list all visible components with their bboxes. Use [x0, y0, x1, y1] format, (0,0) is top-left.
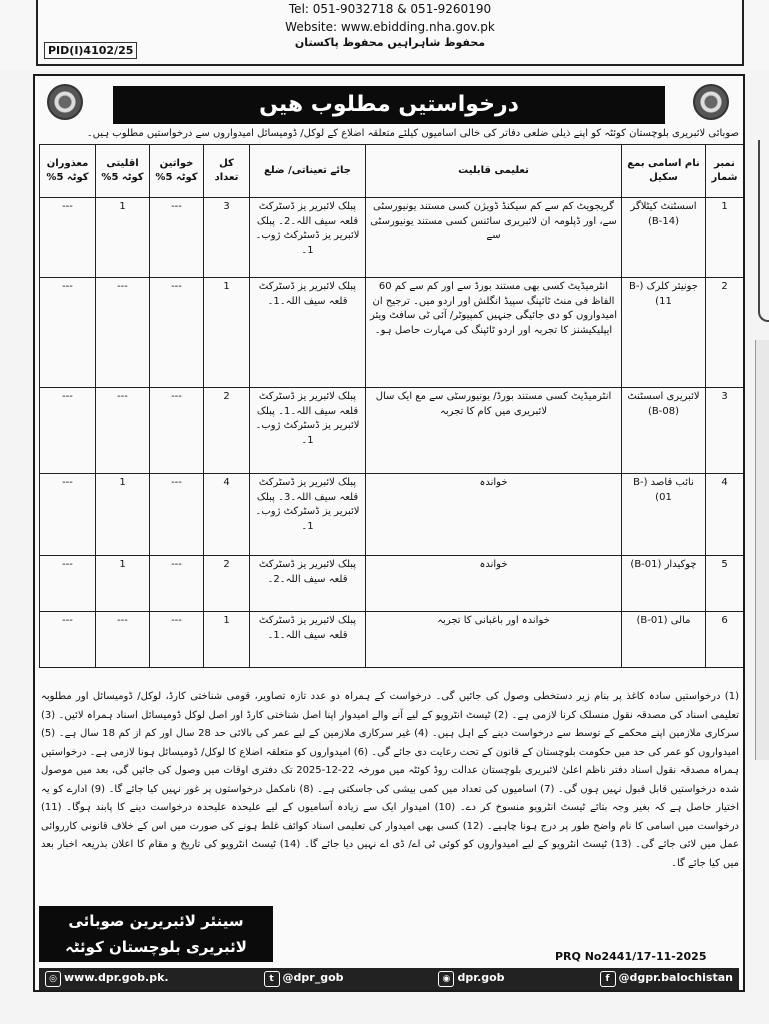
cell-disabled: --- — [40, 612, 96, 668]
table-row — [40, 474, 744, 556]
cell-qualification: انٹرمیڈیٹ کسی بھی مستند بورڈ سے اور کم سے کم 60 الفاظ فی منٹ ٹائپنگ سپیڈ انگلش اور اردو میں۔ ترجیح ان امیدواروں کو دی جائیگی جنہیں کمپیوٹر/ آئی ٹی سافٹ ویئر ایپلیکیشنز کا تجربہ اور اردو ٹائپنگ کی مہارت حاصل ہو۔ — [366, 278, 622, 388]
cell-serial: 2 — [706, 278, 744, 388]
intro-text: صوبائی لائبریری بلوچستان کوئٹہ کو اپنے ذیلی ضلعی دفاتر کی خالی آسامیوں کیلئے متعلقہ اضلاع کے لوکل/ ڈومیسائل امیدواروں سے درخواستیں مطلوب ہیں۔ — [86, 128, 739, 139]
cell-minority: --- — [96, 612, 150, 668]
cell-minority: 1 — [96, 198, 150, 278]
cell-post: مالی (B-01) — [622, 612, 706, 668]
cell-minority: 1 — [96, 474, 150, 556]
header-minority-quota: اقلیتی کوٹہ 5% — [96, 145, 150, 198]
cell-total: 4 — [204, 474, 250, 556]
table-row — [40, 198, 744, 278]
signature-line-1: سینئر لائبریرین صوبائی — [68, 912, 244, 930]
signature-line-2: لائبریری بلوچستان کوئٹہ — [65, 938, 247, 956]
cell-place: پبلک لائبریر یز ڈسٹرکٹ قلعہ سیف اللہ۔1۔ — [250, 612, 366, 668]
previous-ad-box — [36, 0, 744, 66]
cell-place: پبلک لائبریر یز ڈسٹرکٹ قلعہ سیف اللہ۔2۔ پبلک لائبریر یز ڈسٹرکٹ ژوب۔1۔ — [250, 198, 366, 278]
right-emblem-icon — [693, 84, 729, 120]
facebook-icon: f — [600, 971, 616, 987]
left-emblem-icon — [47, 84, 83, 120]
cell-total: 3 — [204, 198, 250, 278]
cell-post: چوکیدار (B-01) — [622, 556, 706, 612]
cell-post: نائب قاصد (B-01) — [622, 474, 706, 556]
terms-and-conditions: (1) درخواستیں سادہ کاغذ پر بنام زیر دستخطی وصول کی جائیں گی۔ درخواست کے ہمراہ دو عدد تازہ تصاویر، قومی شناختی کارڈ، لوکل/ ڈومیسائل اور مطلوبہ تعلیمی اسناد کی مصدقہ نقول منسلک کرنا لازمی ہے۔ (2) ٹیسٹ انٹرویو کے لیے آنے والے امیدوار اپنا اصل شناختی کارڈ اور اصل لوکل ڈومیسائل اسناد ہمراہ لائیں۔ (3) سرکاری ملازمین اپنے محکمے کے توسط سے درخواست دینے کے اہل ہیں۔ (4) غیر سرکاری ملازمین کے لیے عمر کی بالائی حد 28 سال اور کم از کم 18 سال ہے۔ (5) امیدواروں کو عمر کی حد میں حکومت بلوچستان کے قانون کے تحت رعایت دی جائے گی۔ (6) امیدواروں کو متعلقہ اضلاع کا لوکل/ ڈومیسائل ہونا لازمی ہے۔ درخواستیں ہمراہ مصدقہ نقول اسناد دفتر ناظم اعلیٰ لائبریری بلوچستان عدالت روڈ کوئٹہ میں مورخہ 22-12-2025 تک دفتری اوقات میں وصول کی جائیں گی، بعد میں موصول شدہ درخواستیں قابل قبول نہیں ہوں گی۔ (7) اسامیوں کی تعداد میں کمی بیشی کی جاسکتی ہے۔ (8) نامکمل درخواستوں پر غور نہیں کیا جائے گا۔ (9) ادارے کو یہ اختیار حاصل ہے کہ بغیر وجہ بتائے ٹیسٹ انٹرویو منسوخ کر دے۔ (10) امیدوار ایک سے زیادہ آسامیوں کے لیے علیحدہ علیحدہ درخواست دینے کا پابند ہوگا۔ (11) درخواست میں اسامی کا نام واضح طور پر درج ہونا چاہیے۔ (12) کسی بھی امیدوار کی تعلیمی اسناد کوائف غلط ہونے کی صورت میں اس کے خلاف قانونی کارروائی عمل میں لائی جائے گی۔ (13) ٹیسٹ انٹرویو کے لیے امیدواروں کو کوئی ٹی اے/ ڈی اے نہیں دیا جائے گا۔ (14) ٹیسٹ انٹرویو کی تاریخ و مقام کا اعلان بذریعہ اخبار بعد میں کیا جائے گا۔ — [41, 691, 739, 869]
cell-disabled: --- — [40, 198, 96, 278]
footer-facebook-text: @dgpr.balochistan — [618, 971, 733, 984]
cell-minority: 1 — [96, 556, 150, 612]
cell-women: --- — [150, 278, 204, 388]
cell-women: --- — [150, 198, 204, 278]
footer-bar — [39, 968, 739, 990]
cell-qualification: انٹرمیڈیٹ کسی مستند بورڈ/ یونیورسٹی سے مع ایک سال لائبریری میں کام کا تجربہ — [366, 388, 622, 474]
cell-serial: 1 — [706, 198, 744, 278]
cell-total: 2 — [204, 556, 250, 612]
cell-women: --- — [150, 474, 204, 556]
cell-serial: 3 — [706, 388, 744, 474]
cell-place: پبلک لائبریر یز ڈسٹرکٹ قلعہ سیف اللہ۔1۔ پبلک لائبریر یز ڈسٹرکٹ ژوب۔1۔ — [250, 388, 366, 474]
cell-women: --- — [150, 388, 204, 474]
cell-serial: 5 — [706, 556, 744, 612]
table-row — [40, 612, 744, 668]
table-row — [40, 388, 744, 474]
table-header-row — [40, 145, 744, 198]
posts-table — [39, 144, 744, 668]
prq-number: PRQ No2441/17-11-2025 — [555, 950, 707, 963]
footer-twitter[interactable] — [264, 971, 344, 987]
signature-block — [39, 906, 273, 962]
table-row — [40, 278, 744, 388]
cell-post: جونیئر کلرک (B-11) — [622, 278, 706, 388]
cell-minority: --- — [96, 278, 150, 388]
footer-facebook[interactable] — [600, 971, 733, 987]
cell-disabled: --- — [40, 556, 96, 612]
cell-total: 1 — [204, 612, 250, 668]
adjacent-ad-column — [755, 340, 769, 760]
cell-women: --- — [150, 612, 204, 668]
pid-label: PID(I)4102/25 — [44, 42, 137, 59]
footer-web[interactable] — [45, 971, 169, 987]
cell-place: پبلک لائبریر یز ڈسٹرکٹ قلعہ سیف اللہ۔2۔ — [250, 556, 366, 612]
slogan-line: محفوظ شاہراہیں محفوظ پاکستان — [294, 36, 486, 49]
tel-line: Tel: 051-9032718 & 051-9260190 — [288, 2, 492, 16]
cell-minority: --- — [96, 388, 150, 474]
cell-qualification: خواندہ — [366, 556, 622, 612]
table-row — [40, 556, 744, 612]
header-women-quota: خواتین کوٹہ 5% — [150, 145, 204, 198]
twitter-icon: t — [264, 971, 280, 987]
globe-icon: ◎ — [45, 971, 61, 987]
cell-women: --- — [150, 556, 204, 612]
cell-disabled: --- — [40, 388, 96, 474]
header-serial: نمبر شمار — [706, 145, 744, 198]
header-total: کل تعداد — [204, 145, 250, 198]
header-qualification: تعلیمی قابلیت — [366, 145, 622, 198]
header-place: جائے تعیناتی/ ضلع — [250, 145, 366, 198]
header-disabled-quota: معذوران کوٹہ 5% — [40, 145, 96, 198]
cell-disabled: --- — [40, 278, 96, 388]
footer-twitter-text: @dpr_gob — [282, 971, 344, 984]
instagram-icon: ◉ — [438, 971, 454, 987]
cell-total: 1 — [204, 278, 250, 388]
footer-web-text: www.dpr.gob.pk. — [64, 971, 169, 984]
cell-post: لائبریری اسسٹنٹ (B-08) — [622, 388, 706, 474]
footer-instagram[interactable] — [438, 971, 504, 987]
cell-disabled: --- — [40, 474, 96, 556]
job-advertisement — [33, 74, 745, 992]
ad-title-banner: درخواستیں مطلوب ھیں — [113, 86, 665, 124]
adjacent-ad-edge — [758, 140, 769, 322]
cell-qualification: خواندہ — [366, 474, 622, 556]
cell-post: اسسٹنٹ کیٹلاگر (B-14) — [622, 198, 706, 278]
header-post: نام اسامی بمع سکیل — [622, 145, 706, 198]
cell-place: پبلک لائبریر یز ڈسٹرکٹ قلعہ سیف اللہ۔1۔ — [250, 278, 366, 388]
cell-qualification: گریجویٹ کم سے کم سیکنڈ ڈویژن کسی مستند یونیورسٹی سے، اور ڈپلومہ ان لائبریری سائنس کسی مستند یونیورسٹی سے — [366, 198, 622, 278]
cell-qualification: خواندہ اور باغبانی کا تجربہ — [366, 612, 622, 668]
cell-serial: 4 — [706, 474, 744, 556]
cell-serial: 6 — [706, 612, 744, 668]
cell-place: پبلک لائبریر یز ڈسٹرکٹ قلعہ سیف اللہ۔3۔ پبلک لائبریر یز ڈسٹرکٹ ژوب۔1۔ — [250, 474, 366, 556]
footer-instagram-text: dpr.gob — [457, 971, 505, 984]
website-line: Website: www.ebidding.nha.gov.pk — [285, 20, 495, 34]
cell-total: 2 — [204, 388, 250, 474]
